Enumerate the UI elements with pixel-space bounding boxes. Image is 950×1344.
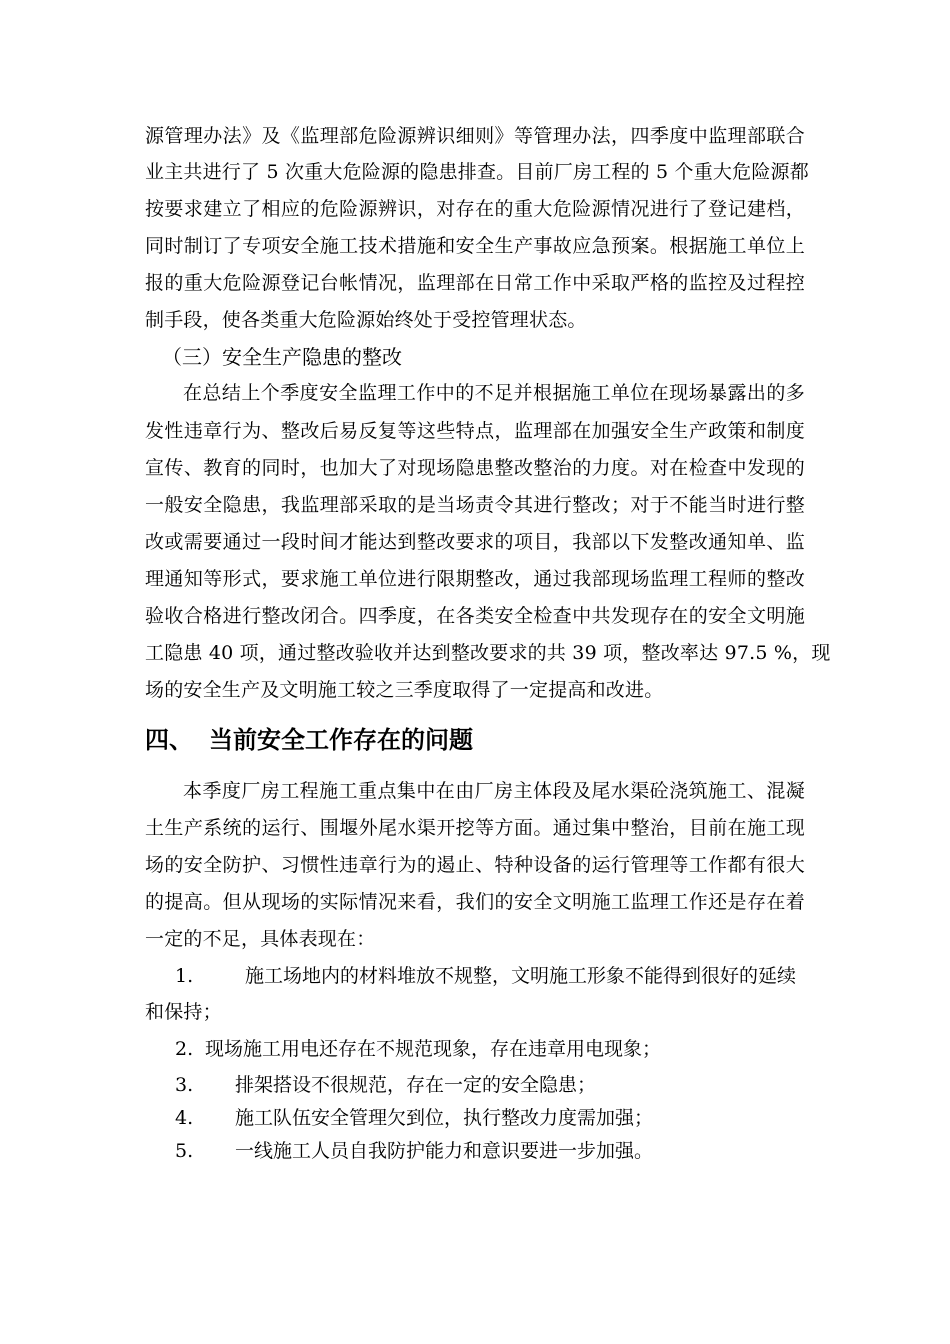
problem-item-4-number: 4.: [175, 1107, 194, 1129]
paragraph-3-line-2: 土生产系统的运行、围堰外尾水渠开挖等方面。通过集中整治，目前在施工现: [145, 817, 805, 839]
paragraph-3-line-5: 一定的不足，具体表现在：: [145, 928, 376, 950]
paragraph-1-line-6: 制手段，使各类重大危险源始终处于受控管理状态。: [145, 309, 587, 331]
problem-item-1-continuation: 和保持；: [145, 1001, 222, 1023]
paragraph-2-line-6: 理通知等形式，要求施工单位进行限期整改，通过我部现场监理工程师的整改: [145, 568, 805, 590]
paragraph-2-line-4: 一般安全隐患，我监理部采取的是当场责令其进行整改；对于不能当时进行整: [145, 494, 805, 516]
problem-item-4: [175, 1106, 653, 1130]
section-4-number: 四、: [145, 726, 193, 754]
problem-item-4-text: 施工队伍安全管理欠到位，执行整改力度需加强；: [235, 1107, 654, 1129]
paragraph-2-line-9: 场的安全生产及文明施工较之三季度取得了一定提高和改进。: [145, 679, 664, 701]
paragraph-1-line-5: 报的重大危险源登记台帐情况，监理部在日常工作中采取严格的监控及过程控: [145, 272, 805, 294]
problem-item-3: [175, 1073, 596, 1097]
paragraph-2-line-5: 改或需要通过一段时间才能达到整改要求的项目，我部以下发整改通知单、监: [145, 531, 805, 553]
problem-item-1: [175, 964, 796, 988]
problem-item-1-text: 施工场地内的材料堆放不规整，文明施工形象不能得到很好的延续: [245, 965, 797, 987]
subsection-3-heading: （三）安全生产隐患的整改: [162, 345, 402, 369]
problem-item-5: [175, 1139, 653, 1163]
section-4-title: 当前安全工作存在的问题: [209, 726, 473, 754]
paragraph-3-line-1: 本季度厂房工程施工重点集中在由厂房主体段及尾水渠砼浇筑施工、混凝: [183, 780, 805, 802]
paragraph-1-line-4: 同时制订了专项安全施工技术措施和安全生产事故应急预案。根据施工单位上: [145, 235, 805, 257]
paragraph-2-line-2: 发性违章行为、整改后易反复等这些特点，监理部在加强安全生产政策和制度: [145, 420, 805, 442]
paragraph-3-line-3: 场的安全防护、习惯性违章行为的遏止、特种设备的运行管理等工作都有很大: [145, 854, 805, 876]
paragraph-2-line-1: 在总结上个季度安全监理工作中的不足并根据施工单位在现场暴露出的多: [183, 382, 805, 404]
problem-item-2: [175, 1037, 661, 1061]
problem-item-1-number: 1.: [175, 965, 194, 987]
paragraph-3-line-4: 的提高。但从现场的实际情况来看，我们的安全文明施工监理工作还是存在着: [145, 891, 805, 913]
paragraph-1-line-1: 源管理办法》及《监理部危险源辨识细则》等管理办法，四季度中监理部联合: [145, 125, 805, 147]
problem-item-5-number: 5.: [175, 1140, 194, 1162]
problem-item-3-number: 3.: [175, 1074, 194, 1096]
problem-item-5-text: 一线施工人员自我防护能力和意识要进一步加强。: [235, 1140, 654, 1162]
paragraph-2-line-3: 宣传、教育的同时，也加大了对现场隐患整改整治的力度。对在检查中发现的: [145, 457, 805, 479]
paragraph-1-line-2: 业主共进行了 5 次重大危险源的隐患排查。目前厂房工程的 5 个重大危险源都: [145, 161, 809, 183]
paragraph-2-line-7: 验收合格进行整改闭合。四季度，在各类安全检查中共发现存在的安全文明施: [145, 605, 805, 627]
paragraph-2-line-8: 工隐患 40 项，通过整改验收并达到整改要求的共 39 项，整改率达 97.5 %，现: [145, 642, 831, 664]
problem-item-3-text: 排架搭设不很规范，存在一定的安全隐患；: [235, 1074, 597, 1096]
problem-item-2-text: 现场施工用电还存在不规范现象，存在违章用电现象；: [205, 1038, 662, 1060]
section-4-heading: [145, 725, 473, 755]
problem-item-2-number: 2.: [175, 1038, 194, 1060]
paragraph-1-line-3: 按要求建立了相应的危险源辨识，对存在的重大危险源情况进行了登记建档，: [145, 198, 805, 220]
